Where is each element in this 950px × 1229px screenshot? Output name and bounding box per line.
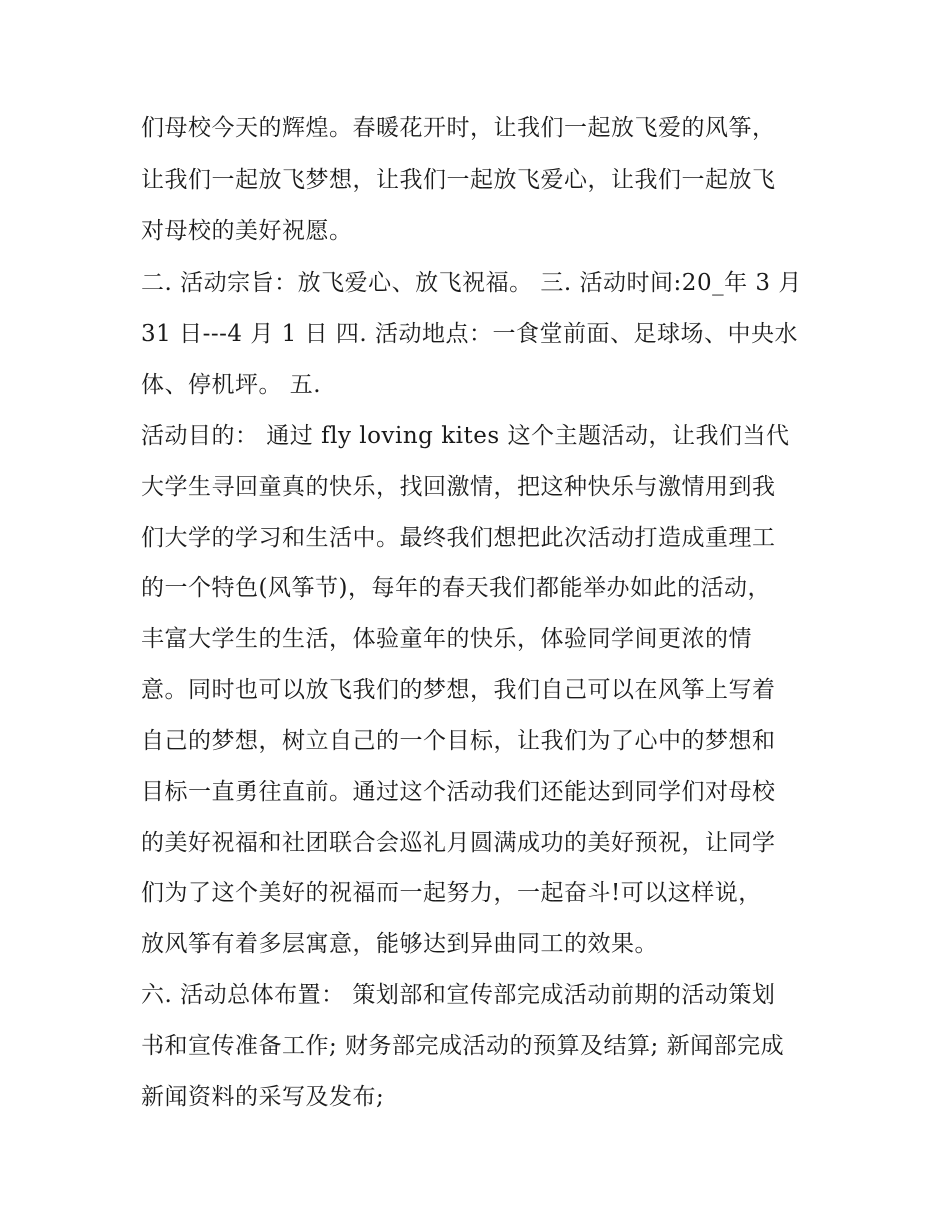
- text-line: 目标一直勇往直前。通过这个活动我们还能达到同学们对母校: [141, 779, 776, 805]
- text-line: 意。同时也可以放飞我们的梦想，我们自己可以在风筝上写着: [141, 677, 776, 703]
- text-line: 31 日---4 月 1 日 四. 活动地点：一食堂前面、足球场、中央水: [141, 321, 799, 347]
- text-line: 们大学的学习和生活中。最终我们想把此次活动打造成重理工: [141, 525, 776, 551]
- text-line: 新闻资料的采写及发布;: [141, 1084, 385, 1110]
- text-line: 放风筝有着多层寓意，能够达到异曲同工的效果。: [141, 931, 658, 957]
- text-line: 二. 活动宗旨：放飞爱心、放飞祝福。 三. 活动时间:20_年 3 月: [141, 270, 802, 296]
- text-line: 的美好祝福和社团联合会巡礼月圆满成功的美好预祝，让同学: [141, 830, 776, 856]
- text-line: 书和宣传准备工作; 财务部完成活动的预算及结算; 新闻部完成: [141, 1033, 785, 1059]
- text-line: 对母校的美好祝愿。: [141, 218, 353, 244]
- text-line: 丰富大学生的生活，体验童年的快乐，体验同学间更浓的情: [141, 626, 752, 652]
- text-line: 六. 活动总体布置： 策划部和宣传部完成活动前期的活动策划: [141, 982, 776, 1008]
- text-line: 让我们一起放飞梦想，让我们一起放飞爱心，让我们一起放飞: [141, 167, 776, 193]
- text-line: 们母校今天的辉煌。春暖花开时，让我们一起放飞爱的风筝，: [141, 115, 776, 141]
- text-line: 活动目的： 通过 fly loving kites 这个主题活动，让我们当代: [141, 423, 790, 449]
- text-line: 们为了这个美好的祝福而一起努力，一起奋斗!可以这样说，: [141, 880, 762, 906]
- text-line: 体、停机坪。 五.: [141, 372, 322, 398]
- text-line: 的一个特色(风筝节)，每年的春天我们都能举办如此的活动，: [141, 575, 771, 601]
- text-line: 大学生寻回童真的快乐，找回激情，把这种快乐与激情用到我: [141, 474, 776, 500]
- text-line: 自己的梦想，树立自己的一个目标，让我们为了心中的梦想和: [141, 728, 776, 754]
